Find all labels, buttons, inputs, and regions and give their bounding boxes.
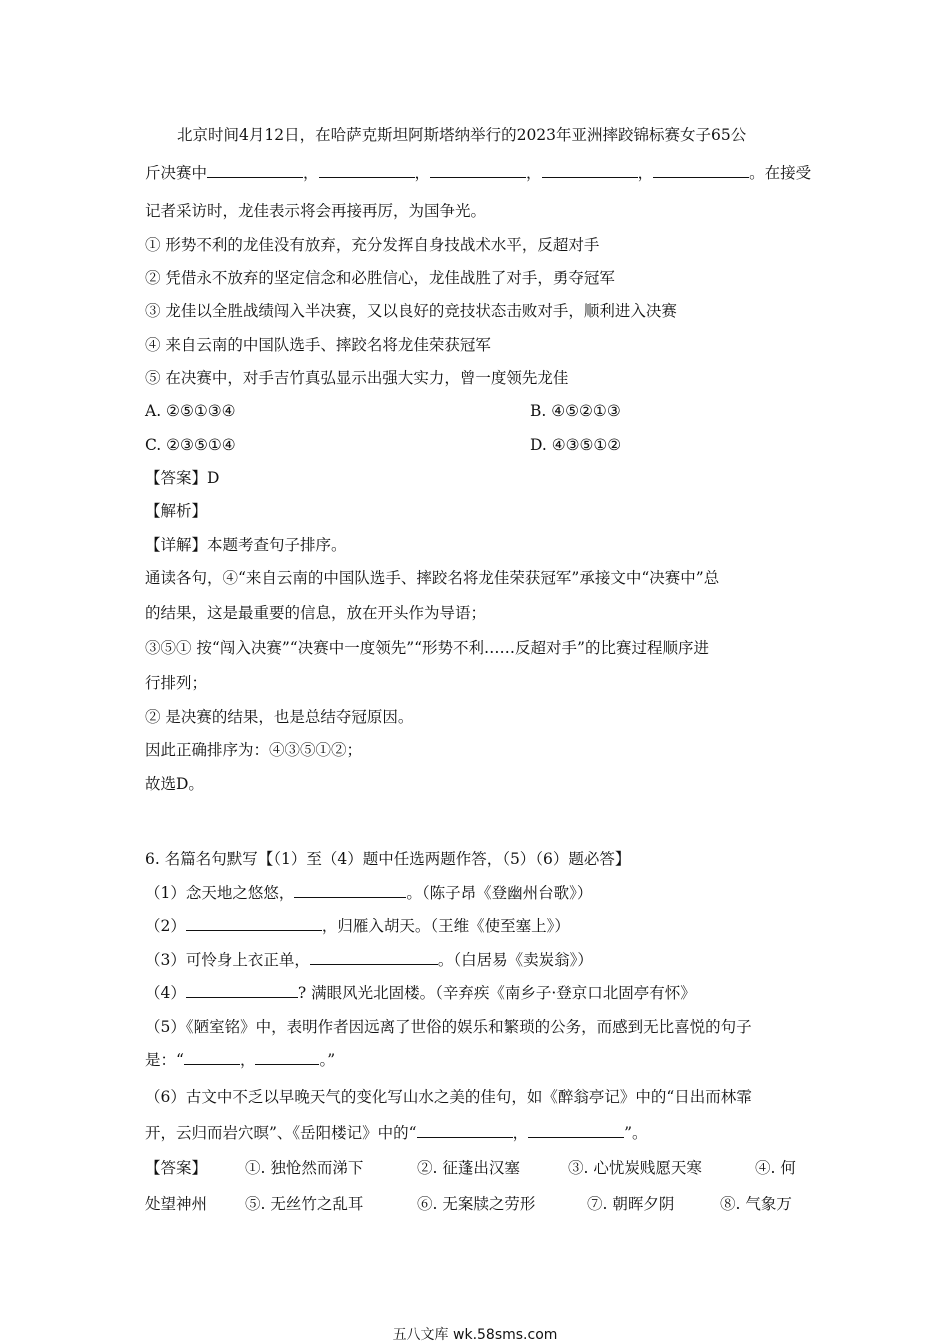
option-b: B. ④⑤②①③ xyxy=(530,402,621,420)
explanation-line: 故选D。 xyxy=(145,775,204,793)
q6-sub-6-line-2: 开，云归而岩穴暝”、《岳阳楼记》中的“ ， ”。 xyxy=(145,1124,648,1142)
answer-item: ②. 征蓬出汉塞 xyxy=(417,1159,520,1177)
analysis-heading: 【解析】 xyxy=(145,502,208,520)
q6-sub-2: （2） ，归雁入胡天。（王维《使至塞上》） xyxy=(145,917,570,935)
q5-paragraph-line-3: 记者采访时，龙佳表示将会再接再厉，为国争光。 xyxy=(145,202,487,220)
answer-blank xyxy=(417,1123,513,1138)
answer-item: ⑥. 无案牍之劳形 xyxy=(417,1195,536,1213)
q6-sub-5-line-1: （5）《陋室铭》中，表明作者因远离了世俗的娱乐和繁琐的公务，而感到无比喜悦的句子 xyxy=(145,1018,752,1036)
answer-blank xyxy=(310,950,438,965)
explanation-line: 行排列； xyxy=(145,674,208,692)
q6-answer-label: 【答案】 xyxy=(145,1159,208,1177)
sentence-item: ① 形势不利的龙佳没有放弃，充分发挥自身技战术水平，反超对手 xyxy=(145,236,600,254)
sentence-item: ④ 来自云南的中国队选手、摔跤名将龙佳荣获冠军 xyxy=(145,336,491,354)
answer-label: 【答案】D xyxy=(145,469,220,487)
q6-sub-6-line-1: （6）古文中不乏以早晚天气的变化写山水之美的佳句，如《醉翁亭记》中的“日出而林霏 xyxy=(145,1088,752,1106)
answer-item: ⑧. 气象万 xyxy=(720,1195,792,1213)
answer-blank xyxy=(255,1050,319,1065)
answer-blank-1 xyxy=(207,163,303,178)
answer-blank-4 xyxy=(542,163,638,178)
q6-sub-1: （1）念天地之悠悠， 。（陈子昂《登幽州台歌》） xyxy=(145,884,593,902)
option-d: D. ④③⑤①② xyxy=(530,436,622,454)
detail-heading: 【详解】本题考查句子排序。 xyxy=(145,536,347,554)
answer-blank-5 xyxy=(653,163,749,178)
option-a: A. ②⑤①③④ xyxy=(145,402,236,420)
explanation-line: 通读各句，④“来自云南的中国队选手、摔跤名将龙佳荣获冠军”承接文中“决赛中”总 xyxy=(145,569,720,587)
q6-sub-5-line-2: 是：“ ， 。” xyxy=(145,1051,336,1069)
answer-blank xyxy=(186,916,322,931)
q5-paragraph-line-2: 斤决赛中 ， ， ， ， 。在接受 xyxy=(145,164,812,182)
answer-item: ④. 何 xyxy=(755,1159,796,1177)
explanation-line: ③⑤① 按“闯入决赛”“决赛中一度领先”“形势不利……反超对手”的比赛过程顺序进 xyxy=(145,639,709,657)
sentence-item: ③ 龙佳以全胜战绩闯入半决赛，又以良好的竞技状态击败对手，顺利进入决赛 xyxy=(145,302,677,320)
option-c: C. ②③⑤①④ xyxy=(145,436,236,454)
answer-item: 处望神州 xyxy=(145,1195,208,1213)
q6-sub-4: （4） ? 满眼风光北固楼。（辛弃疾《南乡子·登京口北固亭有怀》 xyxy=(145,984,696,1002)
sentence-item: ⑤ 在决赛中，对手吉竹真弘显示出强大实力，曾一度领先龙佳 xyxy=(145,369,569,387)
explanation-line: 因此正确排序为：④③⑤①②； xyxy=(145,741,363,759)
explanation-line: 的结果，这是最重要的信息，放在开头作为导语； xyxy=(145,604,487,622)
answer-blank-3 xyxy=(430,163,526,178)
answer-item: ③. 心忧炭贱愿天寒 xyxy=(568,1159,702,1177)
q6-sub-3: （3）可怜身上衣正单， 。（白居易《卖炭翁》） xyxy=(145,951,593,969)
q5-paragraph-line-1: 北京时间4月12日，在哈萨克斯坦阿斯塔纳举行的2023年亚洲摔跤锦标赛女子65公 xyxy=(177,126,747,144)
footer-watermark: 五八文库 wk.58sms.com xyxy=(392,1327,558,1343)
explanation-line: ② 是决赛的结果，也是总结夺冠原因。 xyxy=(145,708,414,726)
q6-title: 6. 名篇名句默写【（1）至（4）题中任选两题作答，（5）（6）题必答】 xyxy=(145,850,631,868)
sentence-item: ② 凭借永不放弃的坚定信念和必胜信心，龙佳战胜了对手，勇夺冠军 xyxy=(145,269,615,287)
answer-blank-2 xyxy=(319,163,415,178)
answer-blank xyxy=(294,883,406,898)
answer-item: ⑦. 朝晖夕阴 xyxy=(587,1195,675,1213)
answer-blank xyxy=(528,1123,624,1138)
answer-item: ⑤. 无丝竹之乱耳 xyxy=(245,1195,364,1213)
answer-blank xyxy=(186,983,298,998)
answer-item: ①. 独怆然而涕下 xyxy=(245,1159,364,1177)
answer-blank xyxy=(184,1050,240,1065)
